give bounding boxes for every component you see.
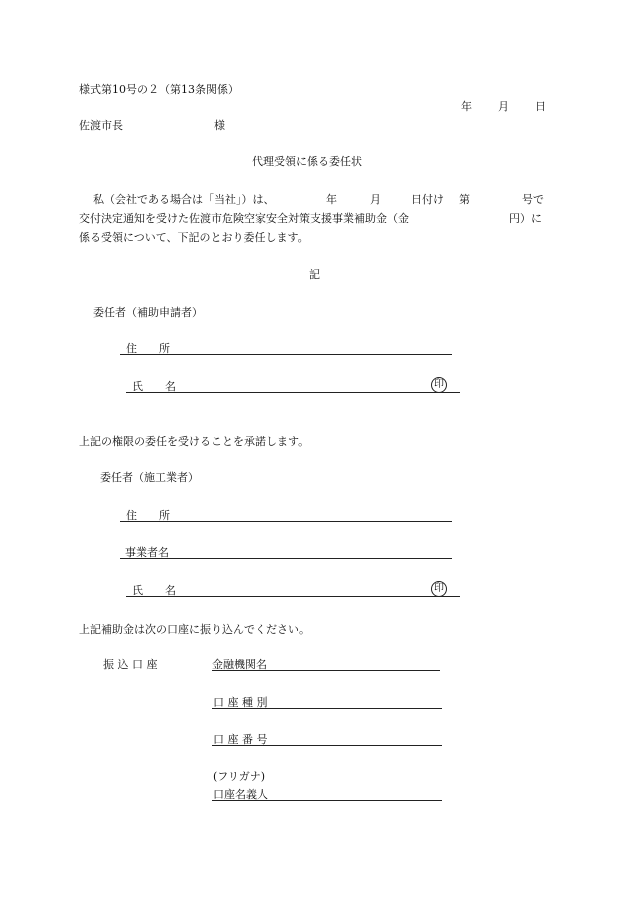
document-title: 代理受領に係る委任状 [252, 155, 362, 168]
agent-business-label: 事業者名 [125, 546, 169, 559]
grantor-heading: 委任者（補助申請者） [93, 306, 203, 319]
body-line1-year: 年 [326, 193, 337, 206]
body-line2-end: 円）に [509, 212, 542, 225]
account-type-label: 口 座 種 別 [213, 696, 268, 709]
grantor-address-label: 住 所 [126, 342, 170, 355]
transfer-note: 上記補助金は次の口座に振り込んでください。 [79, 623, 310, 636]
account-type-line[interactable] [212, 708, 442, 709]
grantor-seal-mark [431, 377, 447, 393]
account-heading: 振 込 口 座 [103, 658, 158, 671]
grantor-address-line[interactable] [120, 354, 452, 355]
furigana-label: (フリガナ) [213, 770, 266, 783]
body-line1-no: 第 [459, 193, 470, 206]
seal-icon: 印 [431, 377, 447, 393]
account-holder-line[interactable] [212, 800, 442, 801]
date-month-label: 月 [498, 100, 509, 113]
addressee: 佐渡市長 [79, 119, 123, 132]
body-line1-intro: 私（会社である場合は「当社」）は、 [93, 193, 275, 206]
date-year-label: 年 [461, 100, 472, 113]
body-line1-day: 日付け [411, 193, 444, 206]
ki-mark: 記 [309, 268, 320, 281]
honorific: 様 [214, 119, 225, 132]
form-number: 様式第10号の２（第13条関係） [79, 83, 239, 96]
body-line1-end: 号で [522, 193, 544, 206]
body-line3: 係る受領について、下記のとおり委任します。 [79, 231, 309, 244]
body-line1-month: 月 [370, 193, 381, 206]
agent-name-label: 氏 名 [132, 584, 176, 597]
agent-name-line[interactable] [126, 596, 460, 597]
acceptance-statement: 上記の権限の委任を受けることを承諾します。 [79, 435, 310, 448]
seal-icon: 印 [431, 581, 447, 597]
body-line2: 交付決定通知を受けた佐渡市危険空家安全対策支援事業補助金（金 [79, 212, 409, 225]
account-holder-label: 口座名義人 [213, 788, 268, 801]
grantor-name-line[interactable] [126, 392, 460, 393]
bank-name-label: 金融機関名 [212, 658, 267, 671]
agent-address-label: 住 所 [126, 509, 170, 522]
agent-business-line[interactable] [120, 558, 452, 559]
account-number-label: 口 座 番 号 [213, 733, 268, 746]
bank-name-line[interactable] [212, 670, 440, 671]
date-day-label: 日 [535, 100, 546, 113]
agent-seal-mark [431, 581, 447, 597]
agent-heading: 委任者（施工業者） [100, 471, 199, 484]
account-number-line[interactable] [212, 745, 442, 746]
grantor-name-label: 氏 名 [132, 380, 176, 393]
agent-address-line[interactable] [120, 521, 452, 522]
